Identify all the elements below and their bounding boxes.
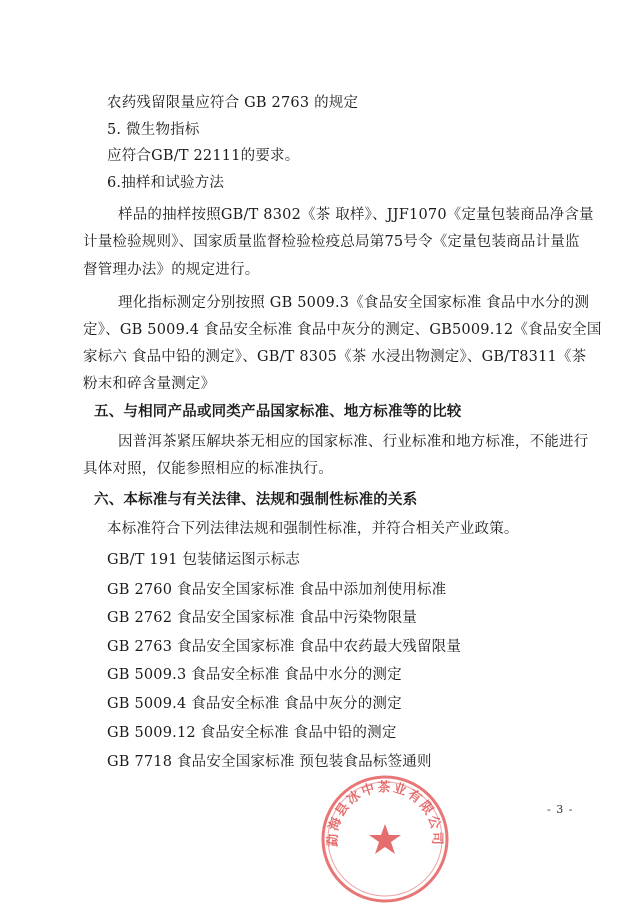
standard-item: GB 2762 食品安全国家标准 食品中污染物限量	[107, 610, 417, 626]
sampling-paragraph-line-1: 样品的抽样按照GB/T 8302《茶 取样》、JJF1070《定量包装商品净含量	[118, 207, 594, 223]
test-methods-line-4: 粉末和碎含量测定》	[83, 376, 216, 392]
section-6-heading: 6.抽样和试验方法	[107, 175, 225, 191]
test-methods-line-2: 定》、GB 5009.4 食品安全标准 食品中灰分的测定、GB5009.12《食品安全国	[83, 322, 602, 338]
sampling-paragraph-line-2: 计量检验规则》、国家质量监督检验检疫总局第75号令《定量包装商品计量监	[83, 234, 580, 250]
test-methods-line-3: 家标六 食品中铅的测定》、GB/T 8305《茶 水浸出物测定》、GB/T8311《茶	[83, 349, 587, 365]
seal-star-icon	[369, 824, 401, 854]
test-methods-line-1: 理化指标测定分别按照 GB 5009.3《食品安全国家标准 食品中水分的测	[118, 295, 590, 311]
microbial-requirement-line: 应符合GB/T 22111的要求。	[107, 148, 300, 164]
sampling-paragraph-line-3: 督管理办法》的规定进行。	[83, 262, 260, 278]
standard-item: GB 2763 食品安全国家标准 食品中农药最大残留限量	[107, 639, 462, 655]
comparison-paragraph-line-1: 因普洱茶紧压解块茶无相应的国家标准、行业标准和地方标准，不能进行	[118, 434, 589, 450]
section-six-heading: 六、本标准与有关法律、法规和强制性标准的关系	[94, 491, 418, 508]
standard-item: GB 5009.12 食品安全标准 食品中铅的测定	[107, 725, 397, 741]
seal-arc-text: 勐海县冰中茶业有限公司	[325, 780, 445, 847]
section-five-heading: 五、与相同产品或同类产品国家标准、地方标准等的比较	[94, 403, 462, 420]
company-seal-stamp	[318, 772, 452, 906]
compliance-statement: 本标准符合下列法律法规和强制性标准，并符合相关产业政策。	[107, 521, 519, 537]
standard-item: GB 7718 食品安全国家标准 预包装食品标签通则	[107, 754, 432, 770]
standard-item: GB 5009.4 食品安全标准 食品中灰分的测定	[107, 696, 402, 712]
pesticide-residue-line: 农药残留限量应符合 GB 2763 的规定	[107, 95, 359, 111]
section-5-heading: 5. 微生物指标	[107, 122, 200, 138]
page-number: - 3 -	[547, 803, 574, 816]
standard-item: GB/T 191 包装储运图示标志	[107, 552, 301, 568]
standard-item: GB 2760 食品安全国家标准 食品中添加剂使用标准	[107, 582, 447, 598]
standard-item: GB 5009.3 食品安全标准 食品中水分的测定	[107, 667, 402, 683]
comparison-paragraph-line-2: 具体对照，仅能参照相应的标准执行。	[83, 461, 333, 477]
